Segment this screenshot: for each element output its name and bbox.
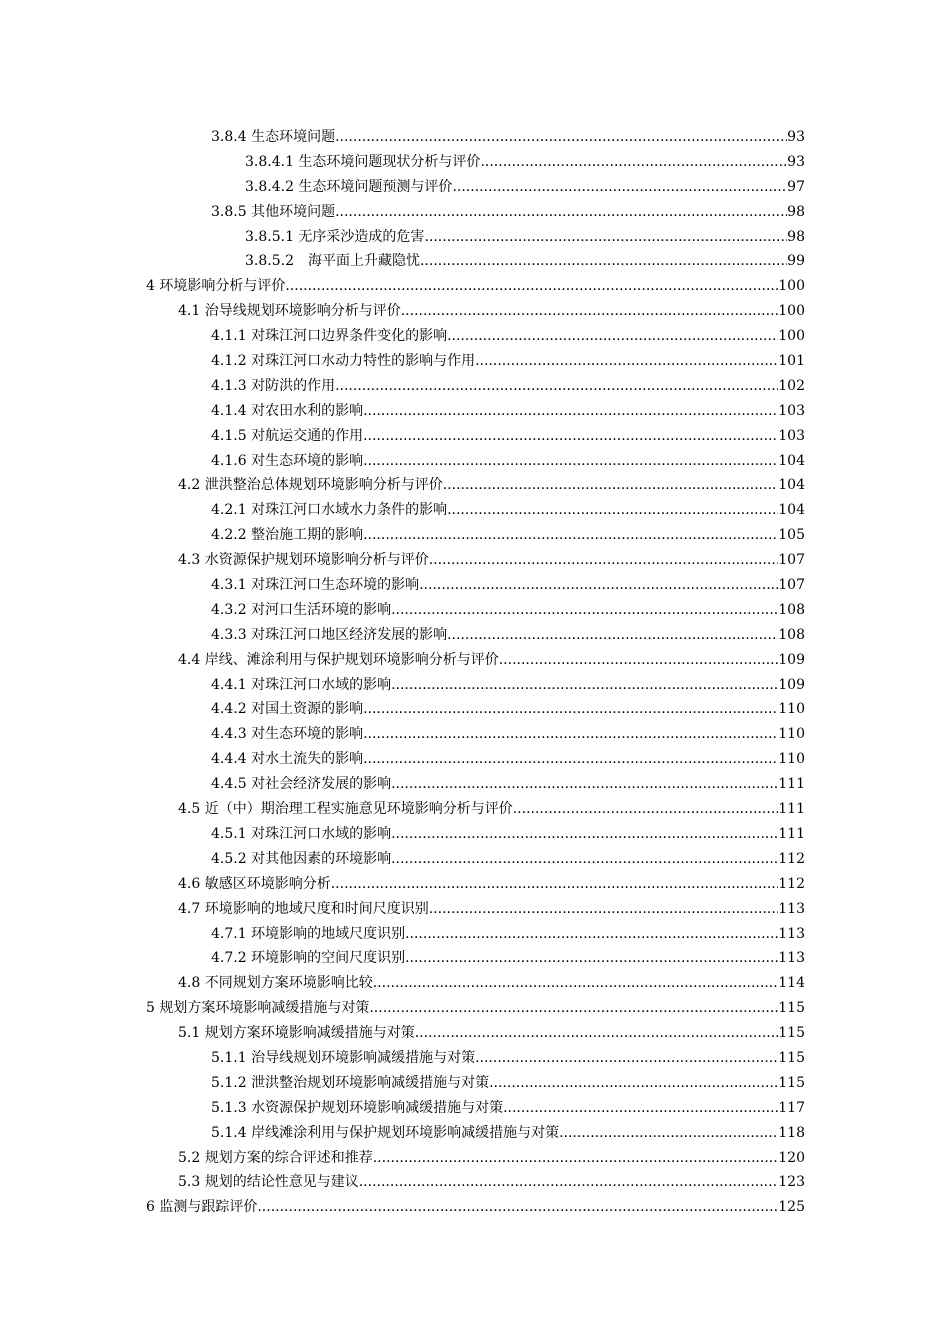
toc-dot-leader: [285, 274, 778, 299]
toc-dot-leader: [447, 498, 778, 523]
toc-entry-title: 4.2.1 对珠江河口水域水力条件的影响: [211, 502, 448, 519]
toc-dot-leader: [335, 125, 787, 150]
toc-entry-page-number: 125: [778, 1199, 805, 1216]
toc-entry-title: 4.1.1 对珠江河口边界条件变化的影响: [211, 328, 448, 345]
toc-entry-page-number: 93: [787, 129, 805, 145]
toc-entry-title: 4.3.3 对珠江河口地区经济发展的影响: [211, 626, 448, 643]
toc-entry-page-number: 115: [778, 1074, 805, 1091]
toc-dot-leader: [373, 1146, 779, 1171]
toc-dot-leader: [503, 1096, 778, 1121]
toc-entry-page-number: 113: [778, 950, 805, 967]
toc-entry[interactable]: [211, 922, 805, 947]
toc-dot-leader: [452, 175, 787, 200]
toc-entry-title: 4.1 治导线规划环境影响分析与评价: [178, 303, 401, 320]
toc-entry-page-number: 108: [778, 601, 805, 618]
toc-dot-leader: [401, 299, 779, 324]
toc-entry-title: 3.8.4.2 生态环境问题预测与评价: [245, 178, 453, 195]
toc-entry-page-number: 118: [778, 1124, 805, 1141]
toc-dot-leader: [419, 573, 778, 598]
toc-dot-leader: [443, 473, 779, 498]
toc-entry-page-number: 123: [778, 1174, 805, 1191]
toc-entry-page-number: 120: [778, 1149, 805, 1166]
toc-entry[interactable]: [211, 573, 805, 598]
toc-entry-title: 4.4.1 对珠江河口水域的影响: [211, 676, 392, 693]
toc-dot-leader: [447, 623, 778, 648]
toc-entry-title: 5.1.1 治导线规划环境影响减缓措施与对策: [211, 1049, 476, 1066]
toc-entry[interactable]: [211, 324, 805, 349]
toc-dot-leader: [363, 523, 778, 548]
toc-entry[interactable]: [178, 548, 805, 573]
toc-dot-leader: [475, 1046, 778, 1071]
toc-entry-title: 4.5 近（中）期治理工程实施意见环境影响分析与评价: [178, 801, 513, 818]
toc-entry-title: 5.2 规划方案的综合评述和推荐: [178, 1149, 373, 1166]
toc-entry-page-number: 105: [778, 527, 805, 544]
toc-entry[interactable]: [211, 424, 805, 449]
toc-entry[interactable]: [178, 299, 805, 324]
toc-entry[interactable]: [211, 349, 805, 374]
toc-entry-page-number: 112: [778, 850, 805, 867]
toc-dot-leader: [429, 897, 779, 922]
toc-entry-title: 5.3 规划的结论性意见与建议: [178, 1174, 359, 1191]
toc-entry-page-number: 117: [778, 1099, 805, 1116]
toc-entry-title: 4.3 水资源保护规划环境影响分析与评价: [178, 552, 429, 569]
toc-entry[interactable]: [211, 374, 805, 399]
toc-entry-page-number: 104: [778, 477, 805, 494]
toc-entry-page-number: 115: [778, 1025, 805, 1042]
toc-entry[interactable]: [211, 399, 805, 424]
toc-entry-page-number: 100: [778, 303, 805, 320]
toc-entry-title: 4.4 岸线、滩涂利用与保护规划环境影响分析与评价: [178, 651, 499, 668]
toc-dot-leader: [359, 1170, 779, 1195]
toc-entry-page-number: 102: [778, 377, 805, 394]
toc-entry-page-number: 107: [778, 552, 805, 569]
toc-entry-page-number: 107: [778, 577, 805, 594]
toc-dot-leader: [447, 324, 778, 349]
toc-dot-leader: [405, 922, 778, 947]
toc-entry[interactable]: [245, 175, 805, 200]
toc-entry-title: 4.3.2 对河口生活环境的影响: [211, 601, 392, 618]
toc-entry-page-number: 100: [778, 328, 805, 345]
toc-entry[interactable]: [211, 1071, 805, 1096]
toc-entry[interactable]: [211, 125, 805, 150]
toc-entry-page-number: 100: [778, 278, 805, 295]
toc-dot-leader: [429, 548, 779, 573]
toc-entry[interactable]: [245, 225, 805, 250]
toc-dot-leader: [363, 399, 778, 424]
toc-entry-title: 4.7.1 环境影响的地域尺度识别: [211, 925, 406, 942]
toc-entry[interactable]: [211, 598, 805, 623]
toc-dot-leader: [391, 822, 778, 847]
toc-entry-title: 3.8.5.2 海平面上升藏隐忧: [245, 253, 420, 270]
toc-entry[interactable]: [146, 274, 805, 299]
toc-dot-leader: [257, 1195, 778, 1220]
toc-entry-title: 5.1.4 岸线滩涂利用与保护规划环境影响减缓措施与对策: [211, 1124, 560, 1141]
toc-entry-page-number: 114: [778, 975, 805, 992]
toc-entry-page-number: 110: [778, 701, 805, 718]
toc-entry-title: 3.8.4.1 生态环境问题现状分析与评价: [245, 153, 481, 170]
toc-entry-title: 4.1.4 对农田水利的影响: [211, 402, 364, 419]
toc-entry-title: 4.3.1 对珠江河口生态环境的影响: [211, 577, 420, 594]
toc-entry-page-number: 115: [778, 1049, 805, 1066]
toc-entry-title: 5.1 规划方案环境影响减缓措施与对策: [178, 1025, 415, 1042]
toc-entry[interactable]: [211, 946, 805, 971]
toc-dot-leader: [391, 772, 778, 797]
toc-dot-leader: [391, 673, 778, 698]
toc-dot-leader: [331, 872, 779, 897]
toc-entry[interactable]: [178, 1170, 805, 1195]
toc-entry-title: 4.2.2 整治施工期的影响: [211, 527, 364, 544]
toc-dot-leader: [335, 374, 778, 399]
toc-entry-title: 4.2 泄洪整治总体规划环境影响分析与评价: [178, 477, 443, 494]
toc-entry-title: 3.8.5.1 无序采沙造成的危害: [245, 228, 425, 245]
toc-entry[interactable]: [178, 1021, 805, 1046]
toc-entry[interactable]: [211, 498, 805, 523]
toc-entry-page-number: 115: [778, 1000, 805, 1017]
toc-entry-title: 4.7 环境影响的地域尺度和时间尺度识别: [178, 900, 429, 917]
toc-dot-leader: [475, 349, 778, 374]
toc-entry[interactable]: [178, 872, 805, 897]
toc-entry-page-number: 113: [778, 925, 805, 942]
toc-entry-title: 4.5.1 对珠江河口水域的影响: [211, 825, 392, 842]
toc-entry-page-number: 99: [787, 253, 805, 270]
toc-entry-title: 4.7.2 环境影响的空间尺度识别: [211, 950, 406, 967]
toc-entry[interactable]: [178, 897, 805, 922]
toc-entry-title: 3.8.4 生态环境问题: [211, 129, 336, 145]
toc-entry[interactable]: [211, 722, 805, 747]
toc-entry-title: 4 环境影响分析与评价: [146, 278, 286, 295]
toc-entry[interactable]: [146, 1195, 805, 1220]
toc-entry-title: 4.1.3 对防洪的作用: [211, 377, 336, 394]
toc-entry[interactable]: [245, 249, 805, 274]
toc-entry[interactable]: [178, 971, 805, 996]
toc-entry[interactable]: [211, 772, 805, 797]
toc-dot-leader: [391, 598, 778, 623]
toc-entry[interactable]: [245, 150, 805, 175]
toc-entry-page-number: 111: [778, 801, 805, 818]
toc-entry-page-number: 108: [778, 626, 805, 643]
toc-dot-leader: [559, 1121, 778, 1146]
toc-entry-title: 4.4.2 对国土资源的影响: [211, 701, 364, 718]
toc-entry[interactable]: [211, 523, 805, 548]
toc-entry-title: 4.8 不同规划方案环境影响比较: [178, 975, 373, 992]
toc-dot-leader: [415, 1021, 779, 1046]
toc-entry-page-number: 104: [778, 452, 805, 469]
toc-entry-title: 5 规划方案环境影响减缓措施与对策: [146, 1000, 370, 1017]
toc-entry[interactable]: [211, 673, 805, 698]
toc-entry-title: 5.1.3 水资源保护规划环境影响减缓措施与对策: [211, 1099, 504, 1116]
toc-entry-title: 6 监测与跟踪评价: [146, 1199, 258, 1216]
toc-entry[interactable]: [178, 797, 805, 822]
toc-dot-leader: [424, 225, 787, 250]
toc-entry-title: 4.1.2 对珠江河口水动力特性的影响与作用: [211, 353, 476, 370]
toc-entry-page-number: 98: [787, 228, 805, 245]
toc-entry-page-number: 109: [778, 651, 805, 668]
toc-entry-title: 3.8.5 其他环境问题: [211, 203, 336, 220]
table-of-contents: [0, 125, 950, 1220]
toc-entry[interactable]: [178, 1146, 805, 1171]
toc-entry-page-number: 103: [778, 402, 805, 419]
toc-entry-page-number: 110: [778, 726, 805, 743]
toc-dot-leader: [363, 449, 778, 474]
toc-dot-leader: [373, 971, 779, 996]
toc-entry-page-number: 97: [787, 178, 805, 195]
toc-entry-page-number: 98: [787, 203, 805, 220]
toc-entry-page-number: 112: [778, 875, 805, 892]
toc-dot-leader: [363, 722, 778, 747]
toc-entry-page-number: 101: [778, 353, 805, 370]
toc-entry[interactable]: [211, 847, 805, 872]
toc-entry-title: 4.6 敏感区环境影响分析: [178, 875, 331, 892]
toc-entry-page-number: 103: [778, 427, 805, 444]
toc-entry-title: 4.4.5 对社会经济发展的影响: [211, 776, 392, 793]
toc-dot-leader: [420, 249, 787, 274]
toc-entry[interactable]: [211, 697, 805, 722]
toc-entry[interactable]: [211, 1046, 805, 1071]
toc-entry[interactable]: [146, 996, 805, 1021]
toc-dot-leader: [363, 424, 778, 449]
toc-entry-page-number: 111: [778, 776, 805, 793]
toc-entry[interactable]: [178, 648, 805, 673]
toc-entry[interactable]: [211, 822, 805, 847]
toc-dot-leader: [489, 1071, 778, 1096]
toc-entry[interactable]: [211, 1121, 805, 1146]
toc-dot-leader: [391, 847, 778, 872]
toc-entry-page-number: 104: [778, 502, 805, 519]
toc-entry[interactable]: [211, 1096, 805, 1121]
toc-entry-title: 4.4.4 对水土流失的影响: [211, 751, 364, 768]
toc-dot-leader: [480, 150, 787, 175]
toc-dot-leader: [363, 697, 778, 722]
toc-entry-page-number: 113: [778, 900, 805, 917]
toc-entry-page-number: 93: [787, 153, 805, 170]
toc-dot-leader: [335, 200, 787, 225]
toc-entry-page-number: 111: [778, 825, 805, 842]
toc-entry[interactable]: [211, 747, 805, 772]
toc-entry-page-number: 109: [778, 676, 805, 693]
toc-dot-leader: [513, 797, 779, 822]
toc-entry[interactable]: [211, 200, 805, 225]
toc-dot-leader: [363, 747, 778, 772]
toc-dot-leader: [369, 996, 778, 1021]
toc-dot-leader: [499, 648, 779, 673]
toc-dot-leader: [405, 946, 778, 971]
toc-entry-title: 4.1.6 对生态环境的影响: [211, 452, 364, 469]
toc-entry[interactable]: [211, 623, 805, 648]
toc-entry-title: 4.5.2 对其他因素的环境影响: [211, 850, 392, 867]
toc-entry-page-number: 110: [778, 751, 805, 768]
toc-entry-title: 4.4.3 对生态环境的影响: [211, 726, 364, 743]
toc-entry-title: 4.1.5 对航运交通的作用: [211, 427, 364, 444]
toc-entry-title: 5.1.2 泄洪整治规划环境影响减缓措施与对策: [211, 1074, 490, 1091]
toc-entry[interactable]: [178, 473, 805, 498]
toc-entry[interactable]: [211, 449, 805, 474]
